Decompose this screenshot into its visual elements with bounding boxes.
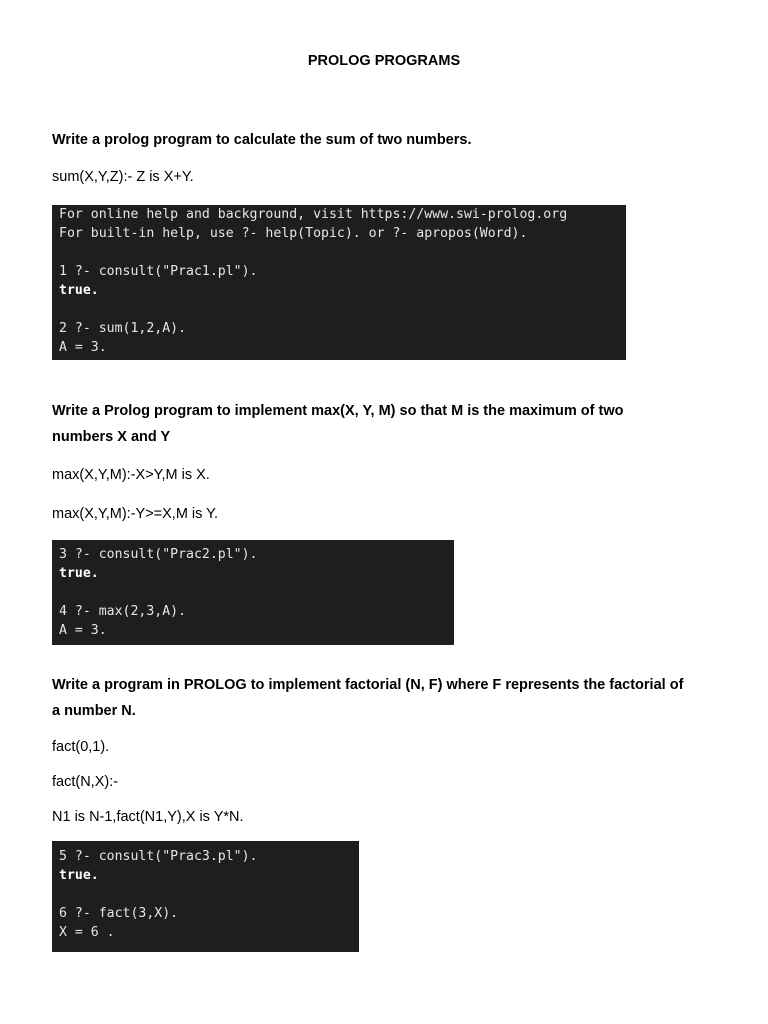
page-title: PROLOG PROGRAMS — [307, 53, 461, 69]
section-3-heading-line-1: Write a program in PROLOG to implement factorial (N, F) where F represents the factorial of — [52, 677, 684, 693]
terminal-output-2 — [52, 540, 454, 645]
terminal-output-3 — [52, 841, 359, 952]
section-2-heading-line-1: Write a Prolog program to implement max(X, Y, M) so that M is the maximum of two — [52, 403, 624, 419]
section-3-code-line: fact(N,X):- — [52, 774, 119, 790]
section-3-code-line: fact(0,1). — [52, 739, 110, 755]
section-2-heading-line-2: numbers X and Y — [52, 429, 171, 445]
terminal-line: 6 ?- fact(3,X). — [59, 906, 179, 921]
section-3-heading — [52, 672, 732, 724]
section-1-code-line: sum(X,Y,Z):- Z is X+Y. — [52, 169, 194, 185]
terminal-output-1 — [52, 205, 626, 360]
terminal-line: A = 3. — [59, 340, 107, 355]
terminal-line: true. — [59, 283, 99, 298]
terminal-line: true. — [59, 566, 99, 581]
terminal-line: For built-in help, use ?- help(Topic). or ?- apropos(Word). — [59, 226, 528, 241]
terminal-line: For online help and background, visit https://www.swi-prolog.org — [59, 207, 568, 222]
section-3-code-line: N1 is N-1,fact(N1,Y),X is Y*N. — [52, 809, 244, 825]
section-1-heading: Write a prolog program to calculate the sum of two numbers. — [52, 132, 472, 148]
terminal-line: 2 ?- sum(1,2,A). — [59, 321, 187, 336]
section-2-code-line: max(X,Y,M):-Y>=X,M is Y. — [52, 506, 218, 522]
terminal-line: 1 ?- consult("Prac1.pl"). — [59, 264, 258, 279]
section-2-code-line: max(X,Y,M):-X>Y,M is X. — [52, 467, 210, 483]
terminal-line: 4 ?- max(2,3,A). — [59, 604, 187, 619]
terminal-line: true. — [59, 868, 99, 883]
terminal-line: 3 ?- consult("Prac2.pl"). — [59, 547, 258, 562]
terminal-line: 5 ?- consult("Prac3.pl"). — [59, 849, 258, 864]
terminal-line: X = 6 . — [59, 925, 115, 940]
terminal-line: A = 3. — [59, 623, 107, 638]
section-3-heading-line-2: a number N. — [52, 703, 136, 719]
section-2-heading — [52, 398, 732, 450]
